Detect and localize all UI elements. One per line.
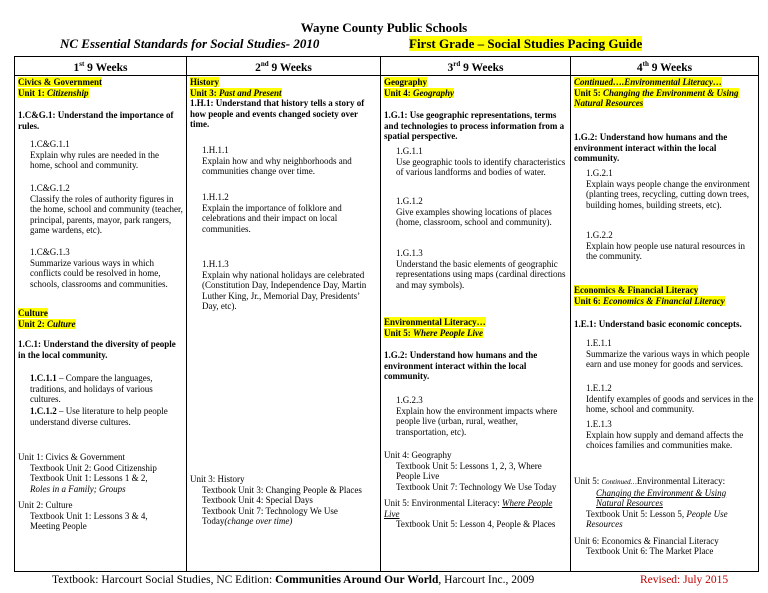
quarter-3-cell: [381, 76, 571, 572]
textbook-footer: Textbook: Harcourt Social Studies, NC Edition: Communities Around Our World, Harcourt Inc., 2009: [52, 574, 535, 586]
standard-c12: 1.C.1.2 – Use literature to help people understand diverse cultures.: [30, 406, 168, 427]
standard-cg11: 1.C&G.1.1 Explain why rules are needed in the home, school and community.: [30, 139, 159, 170]
objective-g2: 1.G.2: Understand how humans and the environment interact within the local community.: [384, 350, 538, 381]
objective-h1: 1.H.1: Understand that history tells a story of how people and events changed society over time.: [190, 98, 365, 129]
pacing-table: [14, 56, 759, 572]
district-title: Wayne County Public Schools: [300, 20, 468, 35]
quarter-2-header: 2nd 9 Weeks: [187, 57, 381, 76]
standard-g12: 1.G.1.2 Give examples showing locations of places (home, classroom, school and community).: [396, 196, 552, 227]
quarter-4-header: 4th 9 Weeks: [571, 57, 759, 76]
unit2-heading: Culture Unit 2: Culture: [18, 308, 76, 329]
standard-cg12: 1.C&G.1.2 Classify the roles of authority figures in the home, school and community (teacher, principal, parents, mayor, park rangers, game wardens, etc).: [30, 183, 183, 235]
standard-e12: 1.E.1.2 Identify examples of goods and services in the home, school and community.: [586, 383, 754, 414]
objective-e1: 1.E.1: Understand basic economic concepts.: [574, 319, 742, 329]
revised-date: Revised: July 2015: [640, 574, 729, 586]
objective-c1: 1.C.1: Understand the diversity of people in the local community.: [18, 339, 176, 360]
standard-h13: 1.H.1.3 Explain why national holidays are celebrated (Constitution Day, Independence Day, Martin Luther King, Jr., Memorial Day, Presidents’ Day, etc).: [202, 259, 367, 311]
unit6-heading: Economics & Financial Literacy Unit 6: Economics & Financial Literacy: [574, 285, 725, 306]
standard-g22: 1.G.2.2 Explain how people use natural resources in the community.: [586, 230, 745, 261]
quarter-3-header: 3rd 9 Weeks: [381, 57, 571, 76]
quarter-4-cell: [571, 76, 759, 572]
unit4-heading: Geography Unit 4: Geography: [384, 77, 454, 98]
objective-g1: 1.G.1: Use geographic representations, terms and technologies to process information from a spatial perspective.: [384, 110, 565, 141]
standards-title: NC Essential Standards for Social Studies- 2010: [60, 36, 320, 51]
unit1-heading: Civics & Government Unit 1: Citizenship: [18, 77, 102, 98]
quarter-2-cell: [187, 76, 381, 572]
standard-h11: 1.H.1.1 Explain how and why neighborhoods and communities change over time.: [202, 145, 352, 176]
quarter-1-cell: [15, 76, 187, 572]
standard-e13: 1.E.1.3 Explain how supply and demand affects the choices families and communities make.: [586, 419, 744, 450]
standard-e11: 1.E.1.1 Summarize the various ways in which people earn and use money for goods and services.: [586, 338, 750, 369]
standard-h12: 1.H.1.2 Explain the importance of folklore and celebrations and their impact on local communities.: [202, 192, 342, 234]
objective-cg1: 1.C&G.1: Understand the importance of rules.: [18, 110, 174, 131]
pacing-guide-title: [409, 36, 642, 52]
unit5-heading: Environmental Literacy… Unit 5: Where People Live: [384, 317, 486, 338]
standard-g13: 1.G.1.3 Understand the basic elements of geographic representations using maps (cardinal directions and may symbols).: [396, 248, 566, 290]
standard-g21: 1.G.2.1 Explain ways people change the environment (planting trees, recycling, cutting down trees, building homes, building streets, etc).: [586, 168, 750, 210]
textbook-units-q4: Unit 5: Continued…Environmental Literacy: Changing the Environment & Using Natural Resources Textbook Unit 5: Lesson 5, People Use Resources Unit 6: Economics & Financial Literacy Textbook Unit 6: The Market Place: [574, 476, 728, 556]
standard-c11: 1.C.1.1 – Compare the languages, traditions, and holidays of various cultures.: [30, 373, 153, 404]
unit3-heading: History Unit 3: Past and Present: [190, 77, 282, 98]
unit5-continued-heading: Continued….Environmental Literacy… Unit 5: Changing the Environment & Using Natural Resources: [574, 77, 739, 108]
quarter-1-header: 1st 9 Weeks: [15, 57, 187, 76]
standard-cg13: 1.C&G.1.3 Summarize various ways in which conflicts could be resolved in home, schools, classrooms and communities.: [30, 247, 168, 289]
pacing-guide-label: First Grade – Social Studies Pacing Guide: [409, 36, 643, 51]
textbook-units-q3: Unit 4: Geography Textbook Unit 5: Lessons 1, 2, 3, Where People Live Textbook Unit 7: Technology We Use Today Unit 5: Environmental Literacy: Where People Live Textbook Unit 5: Lesson 4, People & Places: [384, 450, 557, 529]
textbook-units-q2: Unit 3: History Textbook Unit 3: Changing People & Places Textbook Unit 4: Special Days Textbook Unit 7: Technology We Use Today(change over time): [190, 474, 362, 526]
textbook-units-q1: Unit 1: Civics & Government Textbook Unit 2: Good Citizenship Textbook Unit 1: Lessons 1 & 2, Roles in a Family; Groups Unit 2: Culture Textbook Unit 1: Lessons 3 & 4, Meeting People: [18, 452, 157, 531]
standard-g23: 1.G.2.3 Explain how the environment impacts where people live (urban, rural, weather, transportation, etc).: [396, 395, 558, 437]
objective-g2-q4: 1.G.2: Understand how humans and the environment interact within the local community.: [574, 132, 728, 163]
standard-g11: 1.G.1.1 Use geographic tools to identify characteristics of various landforms and bodies of water.: [396, 146, 566, 177]
